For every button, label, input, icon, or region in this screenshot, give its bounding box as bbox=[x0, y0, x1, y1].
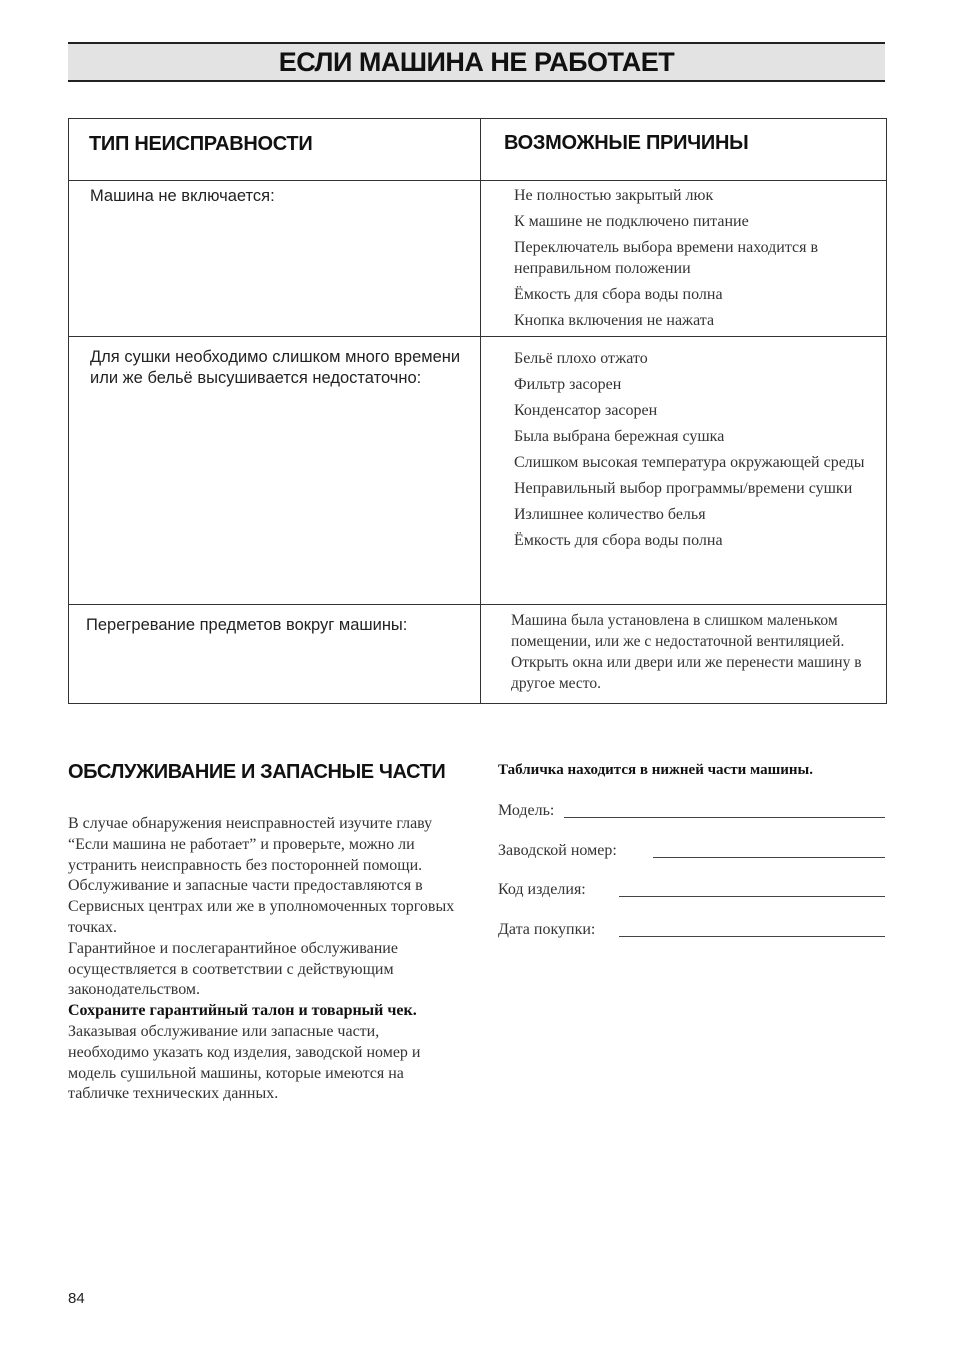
cause-item: Переключатель выбора времени находится в неправильном положении bbox=[514, 239, 819, 277]
column-header-fault: ТИП НЕИСПРАВНОСТИ bbox=[69, 119, 481, 181]
cause-item: Ёмкость для сбора воды полна bbox=[514, 286, 723, 303]
field-line bbox=[653, 857, 885, 858]
title-bar bbox=[68, 42, 885, 82]
field-label: Код изделия: bbox=[498, 881, 586, 898]
troubleshooting-table bbox=[68, 118, 887, 704]
cause-item: Бельё плохо отжато bbox=[514, 350, 648, 367]
table-header-row bbox=[69, 119, 887, 181]
page-number: 84 bbox=[68, 1290, 85, 1307]
causes-list bbox=[514, 348, 876, 551]
table-row bbox=[69, 605, 887, 704]
causes-list bbox=[514, 185, 876, 331]
table-row bbox=[69, 337, 887, 605]
cause-item: Была выбрана бережная сушка bbox=[514, 428, 725, 445]
page-title: ЕСЛИ МАШИНА НЕ РАБОТАЕТ bbox=[278, 46, 675, 77]
field-line bbox=[619, 896, 885, 897]
cause-item: Фильтр засорен bbox=[514, 376, 622, 393]
paragraph: Заказывая обслуживание или запасные части, необходимо указать код изделия, заводской номер и модель сушильной машины, которые имеются на табличке технических данных. bbox=[68, 1022, 421, 1103]
cause-item: Конденсатор засорен bbox=[514, 402, 658, 419]
cause-item: Излишнее количество белья bbox=[514, 506, 706, 523]
paragraph-bold: Сохраните гарантийный талон и товарный чек. bbox=[68, 1002, 417, 1020]
paragraph: В случае обнаружения неисправностей изучите главу “Если машина не работает” и проверьте, можно ли устранить неисправность без посторонней помощи. bbox=[68, 815, 433, 874]
fault-text: Машина не включается: bbox=[90, 187, 275, 205]
fault-text: Перегревание предметов вокруг машины: bbox=[86, 616, 408, 634]
cause-item: Кнопка включения не нажата bbox=[514, 312, 715, 329]
cause-text: Машина была установлена в слишком маленьком помещении, или же с недостаточной вентиляцией. Открыть окна или двери или же перенести машину в другое место. bbox=[511, 612, 862, 692]
field-label: Дата покупки: bbox=[498, 921, 596, 938]
cause-item: Не полностью закрытый люк bbox=[514, 187, 714, 204]
plate-note: Табличка находится в нижней части машины. bbox=[498, 762, 813, 778]
service-body bbox=[68, 814, 460, 1105]
service-heading: ОБСЛУЖИВАНИЕ И ЗАПАСНЫЕ ЧАСТИ bbox=[68, 761, 446, 783]
purchase-date-field bbox=[498, 917, 885, 939]
field-line bbox=[564, 817, 885, 818]
product-code-field bbox=[498, 877, 885, 899]
table-row bbox=[69, 181, 887, 337]
cause-item: Слишком высокая температура окружающей среды bbox=[514, 454, 865, 471]
paragraph: Гарантийное и послегарантийное обслуживание осуществляется в соответствии с действующим законодательством. bbox=[68, 939, 398, 999]
serial-number-field bbox=[498, 838, 885, 860]
field-line bbox=[619, 936, 885, 937]
cause-item: Ёмкость для сбора воды полна bbox=[514, 532, 723, 549]
field-label: Заводской номер: bbox=[498, 842, 617, 859]
column-header-causes: ВОЗМОЖНЫЕ ПРИЧИНЫ bbox=[481, 119, 887, 181]
field-label: Модель: bbox=[498, 802, 555, 819]
fault-text: Для сушки необходимо слишком много времени или же бельё высушивается недостаточно: bbox=[90, 348, 461, 387]
cause-item: Неправильный выбор программы/времени сушки bbox=[514, 480, 853, 497]
model-field bbox=[498, 798, 885, 820]
cause-item: К машине не подключено питание bbox=[514, 213, 749, 230]
paragraph: Обслуживание и запасные части предоставляются в Сервисных центрах или же в уполномоченных торговых точках. bbox=[68, 877, 455, 936]
